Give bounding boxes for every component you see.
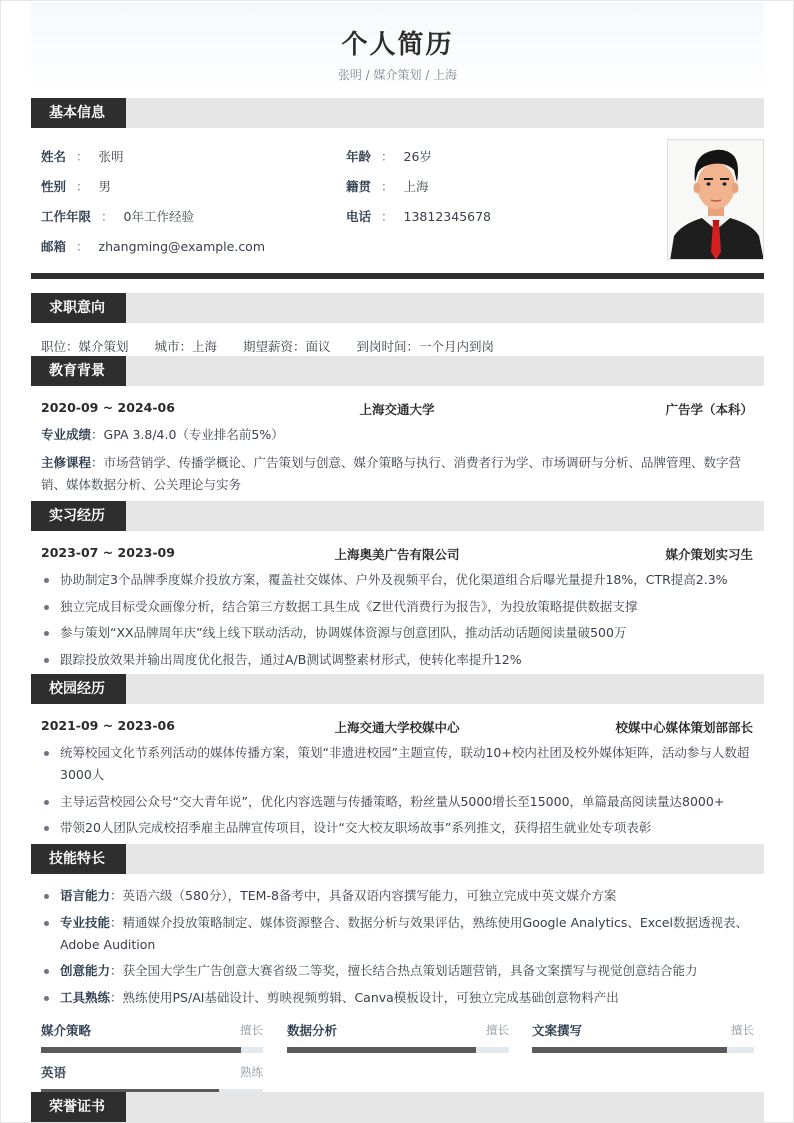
field-name: 姓名 ： 张明 bbox=[41, 149, 124, 164]
section-header-campus bbox=[31, 674, 764, 704]
progress-fill bbox=[41, 1047, 241, 1053]
courses-label: 主修课程 bbox=[41, 455, 92, 470]
section-header-basic bbox=[31, 98, 764, 128]
internship-bullets bbox=[41, 569, 755, 675]
progress-fill bbox=[287, 1047, 476, 1053]
field-value: zhangming@example.com bbox=[98, 239, 266, 254]
section-title: 求职意向 bbox=[31, 293, 126, 323]
list-item: 带领20人团队完成校招季雇主品牌宣传项目，设计“交大校友职场故事”系列推文，获得招生就业处专项表彰 bbox=[41, 817, 755, 839]
intent-city: 城市：上海 bbox=[154, 339, 218, 354]
section-header-honors bbox=[31, 1092, 764, 1122]
campus-period: 2021-09 ~ 2023-06 bbox=[41, 718, 175, 733]
campus-org: 上海交通大学校媒中心 bbox=[334, 720, 460, 735]
field-label: 籍贯 bbox=[346, 179, 372, 194]
education-period: 2020-09 ~ 2024-06 bbox=[41, 400, 175, 415]
internship-period: 2023-07 ~ 2023-09 bbox=[41, 545, 175, 560]
list-item: 跟踪投放效果并输出周度优化报告，通过A/B测试调整素材形式，使转化率提升12% bbox=[41, 649, 755, 671]
field-phone: 电话 ： 13812345678 bbox=[346, 209, 492, 224]
field-gender: 性别 ： 男 bbox=[41, 179, 112, 194]
field-label: 邮箱 bbox=[41, 239, 67, 254]
list-item: 工具熟练：熟练使用PS/AI基础设计、剪映视频剪辑、Canva模板设计，可独立完成基础创意物料产出 bbox=[41, 987, 755, 1009]
gpa-value: ：GPA 3.8/4.0（专业排名前5%） bbox=[91, 427, 284, 442]
field-age: 年龄 ： 26岁 bbox=[346, 149, 432, 164]
field-value: 0年工作经验 bbox=[123, 209, 194, 224]
education-courses bbox=[41, 452, 755, 496]
internship-entry-header bbox=[41, 545, 753, 563]
field-label: 姓名 bbox=[41, 149, 67, 164]
campus-role: 校媒中心媒体策划部部长 bbox=[615, 720, 753, 735]
field-email: 邮箱 ： zhangming@example.com bbox=[41, 239, 266, 254]
portrait-icon bbox=[668, 140, 764, 260]
list-item: 语言能力：英语六级（580分），TEM-8备考中，具备双语内容撰写能力，可独立完成中英文媒介方案 bbox=[41, 885, 755, 907]
progress-track bbox=[532, 1047, 754, 1053]
field-label: 工作年限 bbox=[41, 209, 92, 224]
internship-company: 上海奥美广告有限公司 bbox=[334, 547, 460, 562]
courses-value: ：市场营销学、传播学概论、广告策划与创意、媒介策略与执行、消费者行为学、市场调研与分析、品牌管理、数字营销、媒体数据分析、公关理论与实务 bbox=[41, 455, 742, 492]
education-school: 上海交通大学 bbox=[359, 402, 435, 417]
education-entry-header bbox=[41, 400, 753, 418]
intent-salary: 期望薪资：面议 bbox=[243, 339, 331, 354]
section-header-skills bbox=[31, 844, 764, 874]
list-item: 主导运营校园公众号“交大青年说”，优化内容选题与传播策略，粉丝量从5000增长至15000，单篇最高阅读量达8000+ bbox=[41, 791, 755, 813]
section-header-internship bbox=[31, 501, 764, 531]
section-title: 实习经历 bbox=[31, 501, 126, 531]
skill-bar-copywriting: 文案撰写 擅长 bbox=[532, 1021, 754, 1055]
field-value: 男 bbox=[98, 179, 112, 194]
field-value: 26岁 bbox=[403, 149, 432, 164]
field-value: 上海 bbox=[403, 179, 429, 194]
field-value: 13812345678 bbox=[403, 209, 492, 224]
list-item: 协助制定3个品牌季度媒介投放方案，覆盖社交媒体、户外及视频平台，优化渠道组合后曝光量提升18%，CTR提高2.3% bbox=[41, 569, 755, 591]
skill-bar-english: 英语 熟练 bbox=[41, 1063, 263, 1097]
field-experience: 工作年限 ： 0年工作经验 bbox=[41, 209, 194, 224]
section-title: 基本信息 bbox=[31, 98, 126, 128]
intent-position: 职位：媒介策划 bbox=[41, 339, 129, 354]
section-title: 教育背景 bbox=[31, 356, 126, 386]
divider bbox=[31, 273, 764, 279]
section-header-intent bbox=[31, 293, 764, 323]
section-title: 技能特长 bbox=[31, 844, 126, 874]
field-hometown: 籍贯 ： 上海 bbox=[346, 179, 429, 194]
intent-start: 到岗时间：一个月内到岗 bbox=[356, 339, 495, 354]
list-item: 独立完成目标受众画像分析，结合第三方数据工具生成《Z世代消费行为报告》，为投放策略提供数据支撑 bbox=[41, 596, 755, 618]
internship-role: 媒介策划实习生 bbox=[665, 547, 753, 562]
campus-entry-header bbox=[41, 718, 753, 736]
education-gpa bbox=[41, 424, 755, 446]
section-title: 校园经历 bbox=[31, 674, 126, 704]
page-subtitle: 张明 / 媒介策划 / 上海 bbox=[337, 68, 458, 82]
skill-bar-media-strategy: 媒介策略 擅长 bbox=[41, 1021, 263, 1055]
field-value: 张明 bbox=[98, 149, 124, 164]
section-title: 荣誉证书 bbox=[31, 1092, 126, 1122]
campus-bullets bbox=[41, 742, 755, 844]
progress-track bbox=[41, 1047, 263, 1053]
section-header-education bbox=[31, 356, 764, 386]
skill-bar-data-analysis: 数据分析 擅长 bbox=[287, 1021, 509, 1055]
list-item: 统筹校园文化节系列活动的媒体传播方案，策划“非遗进校园”主题宣传，联动10+校内社团及校外媒体矩阵，活动参与人数超3000人 bbox=[41, 742, 755, 786]
progress-fill bbox=[532, 1047, 727, 1053]
gpa-label: 专业成绩 bbox=[41, 427, 92, 442]
field-label: 电话 bbox=[346, 209, 372, 224]
page-title: 个人简历 bbox=[341, 30, 454, 60]
job-intent-row bbox=[41, 337, 520, 355]
education-major: 广告学（本科） bbox=[665, 402, 753, 417]
progress-track bbox=[287, 1047, 509, 1053]
field-label: 性别 bbox=[41, 179, 67, 194]
list-item: 参与策划“XX品牌周年庆”线上线下联动活动，协调媒体资源与创意团队，推动活动话题阅读量破500万 bbox=[41, 622, 755, 644]
avatar-photo bbox=[667, 139, 764, 260]
list-item: 专业技能：精通媒介投放策略制定、媒体资源整合、数据分析与效果评估，熟练使用Google Analytics、Excel数据透视表、Adobe Audition bbox=[41, 912, 755, 956]
skills-bullets bbox=[41, 885, 755, 1013]
list-item: 创意能力：获全国大学生广告创意大赛省级二等奖，擅长结合热点策划话题营销，具备文案撰写与视觉创意结合能力 bbox=[41, 960, 755, 982]
resume-header bbox=[31, 2, 764, 90]
field-label: 年龄 bbox=[346, 149, 372, 164]
